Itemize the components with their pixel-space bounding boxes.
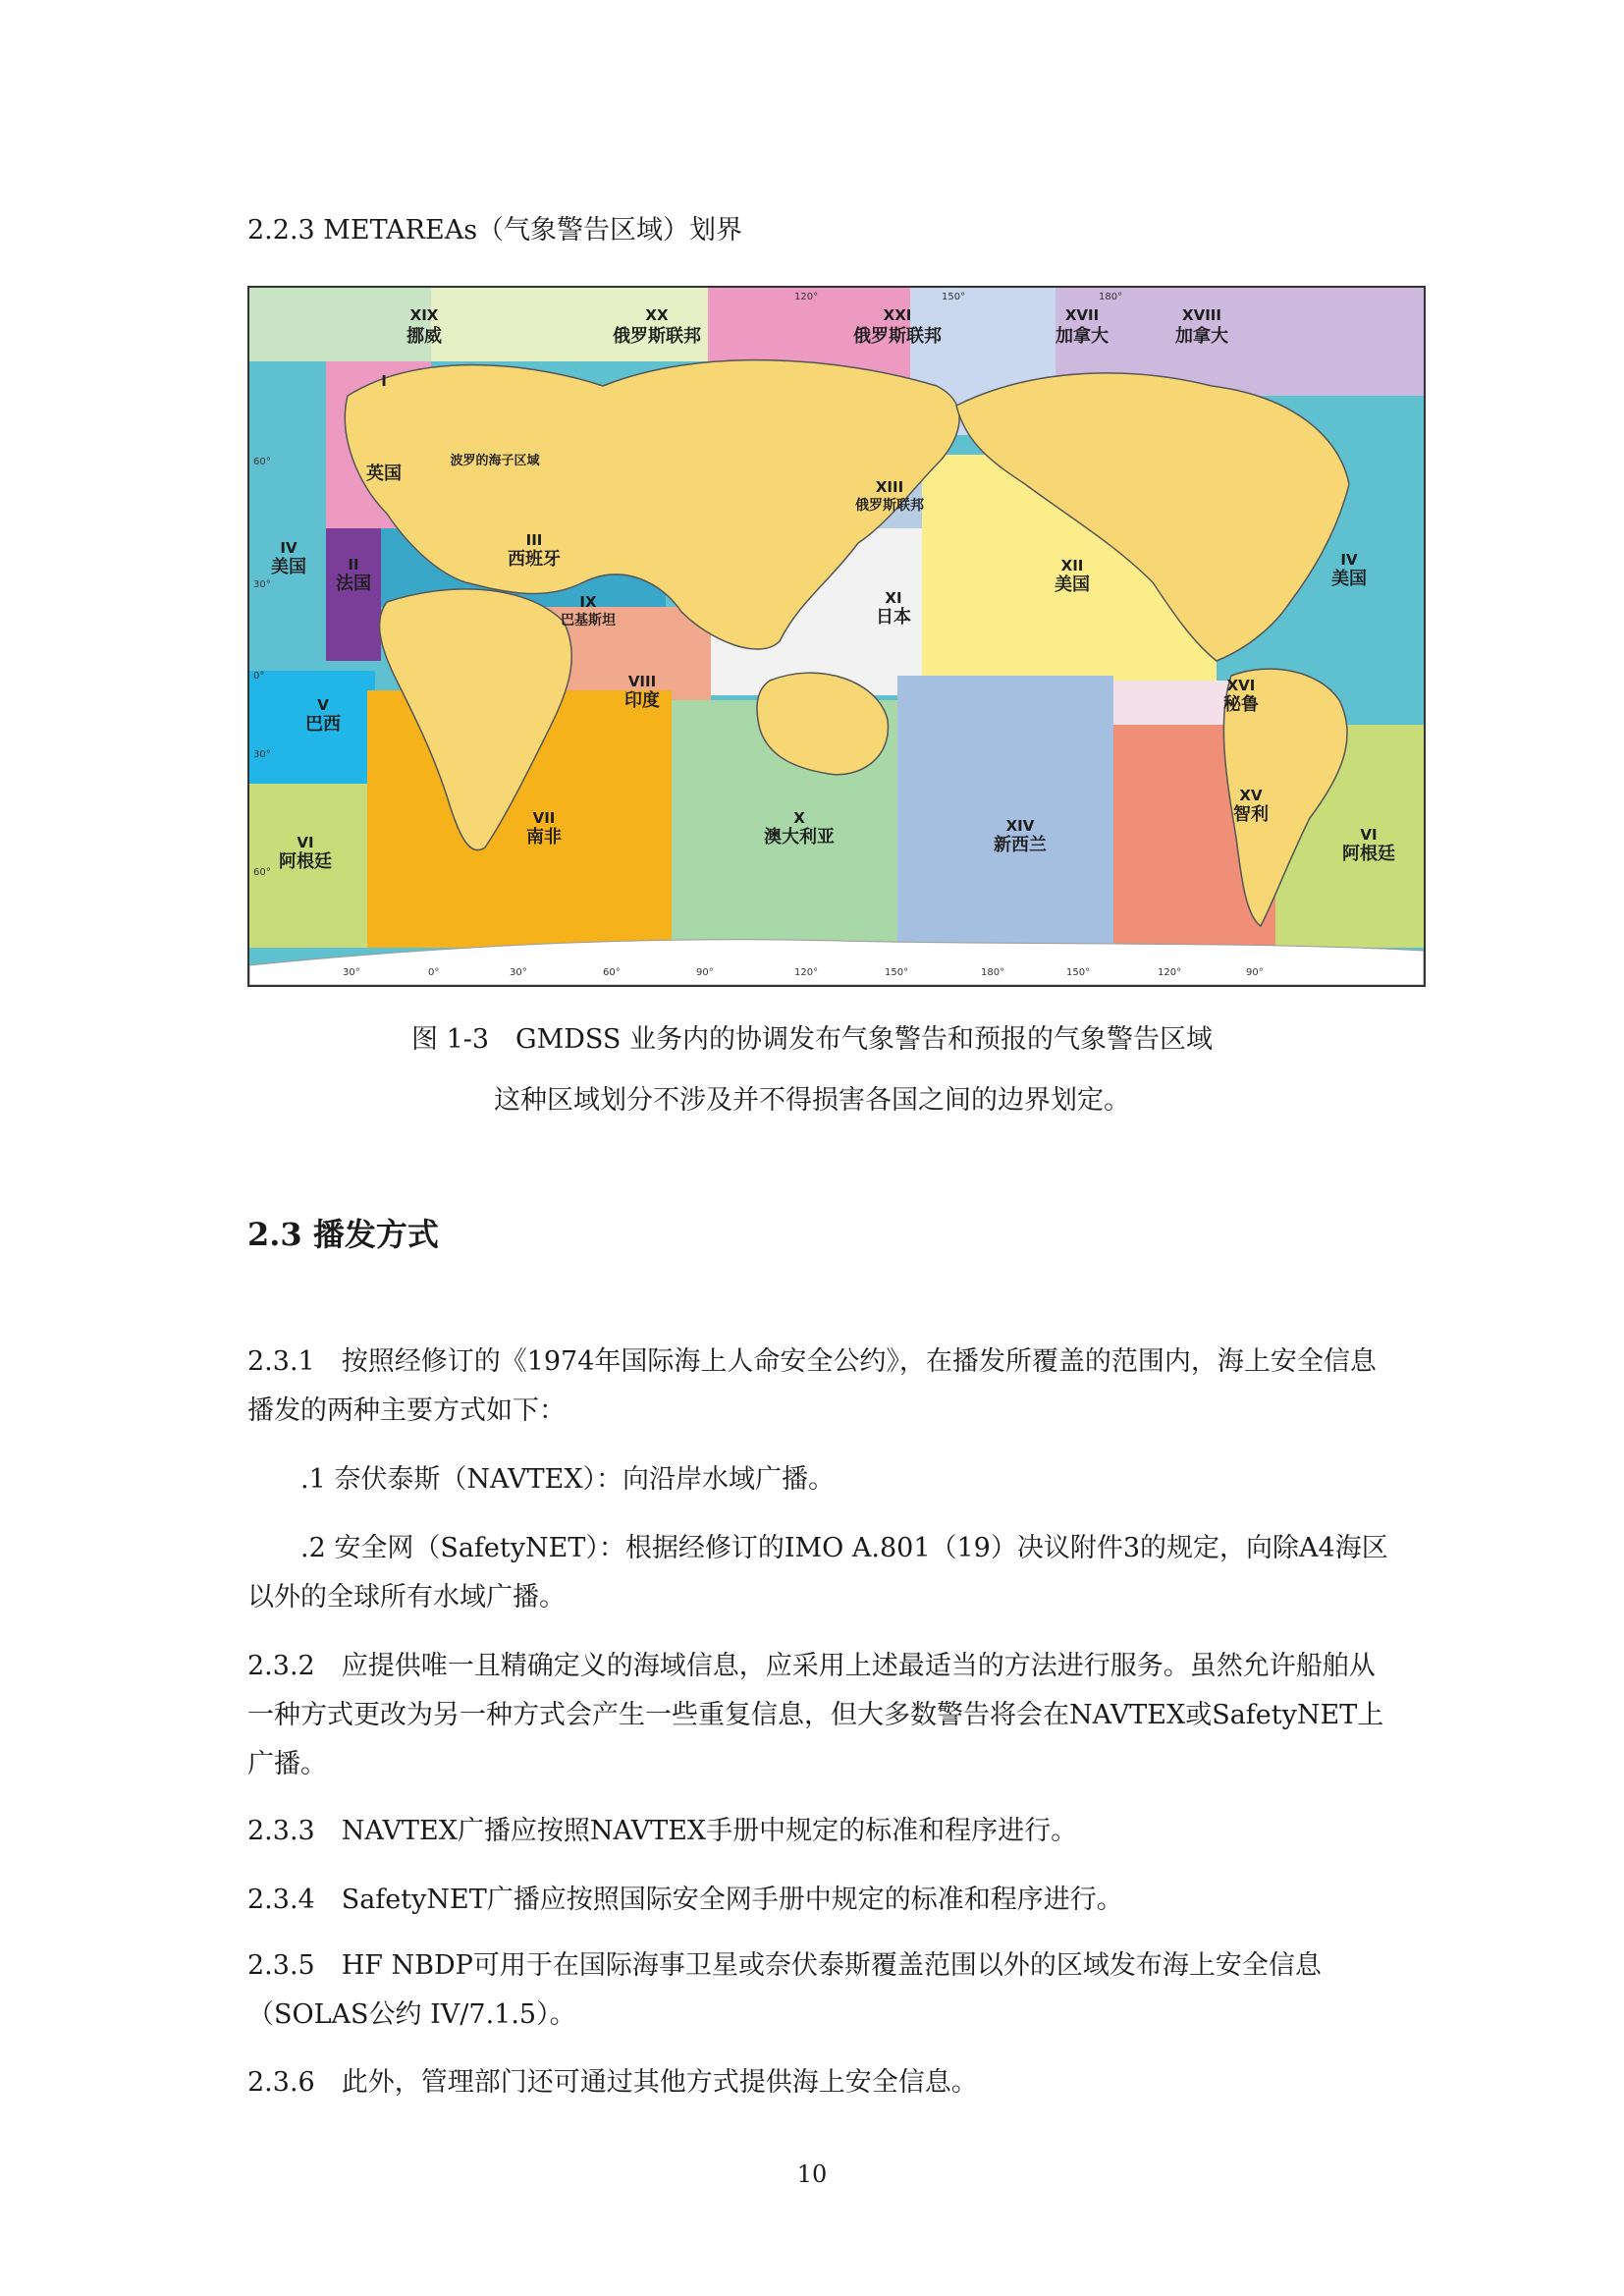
tick-side: 30° xyxy=(253,579,271,590)
label-viii-roman: VIII xyxy=(627,673,657,690)
label-baltic-country: 波罗的海子区域 xyxy=(450,454,540,468)
label-xix-roman: XIX xyxy=(409,306,439,324)
tick-top: 180° xyxy=(1099,292,1123,302)
label-xviii-country: 加拿大 xyxy=(1175,326,1228,347)
label-ix-country: 巴基斯坦 xyxy=(561,613,616,629)
region-xx xyxy=(431,288,708,361)
label-xvii-roman: XVII xyxy=(1064,306,1100,324)
tick-top: 150° xyxy=(942,292,966,302)
label-xx-roman: XX xyxy=(645,306,669,324)
tick-bottom: 90° xyxy=(1246,967,1264,978)
label-iv-east-roman: IV xyxy=(1340,551,1358,569)
figure-note: 这种区域划分不涉及并不得损害各国之间的边界划定。 xyxy=(494,1085,1130,1116)
paragraph-2-3-2: 2.3.2 应提供唯一且精确定义的海域信息，应采用上述最适当的方法进行服务。虽然允许船舶从一种方式更改为另一种方式会产生一些重复信息，但大多数警告将会在NAVTEX或SafetyNET上广播。 xyxy=(247,1651,1384,1779)
tick-bottom: 60° xyxy=(603,967,621,978)
tick-bottom: 30° xyxy=(343,967,360,978)
list-item-safetynet: .2 安全网（SafetyNET）：根据经修订的IMO A.801（19）决议附件3的规定，向除A4海区以外的全球所有水域广播。 xyxy=(247,1533,1388,1613)
section-title: 2.2.3 METAREAs（气象警告区域）划界 xyxy=(247,215,743,246)
tick-bottom: 90° xyxy=(696,967,714,978)
label-iv-west-roman: IV xyxy=(280,539,298,557)
label-i-country: 英国 xyxy=(366,464,402,484)
label-vi-east-roman: VI xyxy=(1360,826,1378,844)
tick-bottom: 120° xyxy=(1158,967,1182,978)
label-xviii-roman: XVIII xyxy=(1182,306,1221,324)
label-v-country: 巴西 xyxy=(305,714,341,735)
metarea-map-svg xyxy=(249,288,1424,985)
paragraph-2-3-3: 2.3.3 NAVTEX广播应按照NAVTEX手册中规定的标准和程序进行。 xyxy=(247,1816,1078,1846)
label-xii-roman: XII xyxy=(1060,557,1084,574)
label-xiii-roman: XIII xyxy=(875,478,904,496)
tick-bottom: 30° xyxy=(510,967,527,978)
label-vi-west-country: 阿根廷 xyxy=(279,851,332,872)
label-xix-country: 挪威 xyxy=(406,326,442,347)
label-xxi-country: 俄罗斯联邦 xyxy=(853,326,942,347)
label-ix-roman: IX xyxy=(579,593,597,611)
label-iv-west-country: 美国 xyxy=(271,557,306,577)
label-xv-roman: XV xyxy=(1239,787,1263,804)
tick-bottom: 180° xyxy=(981,967,1005,978)
tick-bottom: 0° xyxy=(428,967,440,978)
region-xix xyxy=(249,288,431,361)
section-heading: 2.3 播发方式 xyxy=(247,1216,439,1253)
label-i-roman: I xyxy=(381,372,387,390)
label-iv-east-country: 美国 xyxy=(1331,569,1367,589)
label-iii-roman: III xyxy=(525,531,543,549)
label-vi-west-roman: VI xyxy=(297,834,314,851)
paragraph-2-3-5: 2.3.5 HF NBDP可用于在国际海事卫星或奈伏泰斯覆盖范围以外的区域发布海上安全信息（SOLAS公约 IV/7.1.5）。 xyxy=(247,1950,1322,2030)
label-xxi-roman: XXI xyxy=(883,306,912,324)
tick-bottom: 120° xyxy=(794,967,819,978)
label-xii-country: 美国 xyxy=(1055,574,1090,595)
tick-bottom: 150° xyxy=(1066,967,1091,978)
label-xiii-country: 俄罗斯联邦 xyxy=(855,498,924,514)
label-xvi-roman: XVI xyxy=(1226,677,1256,694)
paragraph-2-3-1: 2.3.1 按照经修订的《1974年国际海上人命安全公约》，在播发所覆盖的范围内，海上安全信息播发的两种主要方式如下： xyxy=(247,1346,1377,1426)
label-v-roman: V xyxy=(317,696,329,714)
label-xi-country: 日本 xyxy=(876,607,911,628)
label-xiv-roman: XIV xyxy=(1005,817,1035,835)
label-vii-roman: VII xyxy=(532,809,556,827)
label-iii-country: 西班牙 xyxy=(508,549,561,570)
label-xvi-country: 秘鲁 xyxy=(1223,694,1259,715)
paragraph-2-3-4: 2.3.4 SafetyNET广播应按照国际安全网手册中规定的标准和程序进行。 xyxy=(247,1885,1123,1915)
label-xv-country: 智利 xyxy=(1233,804,1269,825)
metarea-map xyxy=(247,286,1426,987)
paragraph-2-3-6: 2.3.6 此外，管理部门还可通过其他方式提供海上安全信息。 xyxy=(247,2067,978,2098)
tick-side: 0° xyxy=(253,671,265,682)
figure-caption: 图 1-3 GMDSS 业务内的协调发布气象警告和预报的气象警告区域 xyxy=(410,1024,1214,1055)
label-viii-country: 印度 xyxy=(624,690,660,711)
tick-side: 60° xyxy=(253,457,271,467)
label-vi-east-country: 阿根廷 xyxy=(1342,844,1395,864)
label-x-country: 澳大利亚 xyxy=(764,827,835,847)
label-xiv-country: 新西兰 xyxy=(994,835,1047,855)
label-xx-country: 俄罗斯联邦 xyxy=(613,326,701,347)
label-vii-country: 南非 xyxy=(526,827,562,847)
tick-top: 120° xyxy=(794,292,819,302)
label-ii-country: 法国 xyxy=(336,574,371,594)
region-xiv xyxy=(897,676,1113,948)
list-item-navtex: .1 奈伏泰斯（NAVTEX）：向沿岸水域广播。 xyxy=(300,1464,836,1495)
label-x-roman: X xyxy=(793,809,805,827)
tick-side: 30° xyxy=(253,749,271,760)
page-number: 10 xyxy=(796,2160,828,2188)
tick-side: 60° xyxy=(253,867,271,878)
tick-bottom: 150° xyxy=(885,967,909,978)
label-xi-roman: XI xyxy=(885,589,902,607)
label-ii-roman: II xyxy=(348,556,359,574)
label-xvii-country: 加拿大 xyxy=(1056,326,1109,347)
region-ii xyxy=(326,528,381,661)
